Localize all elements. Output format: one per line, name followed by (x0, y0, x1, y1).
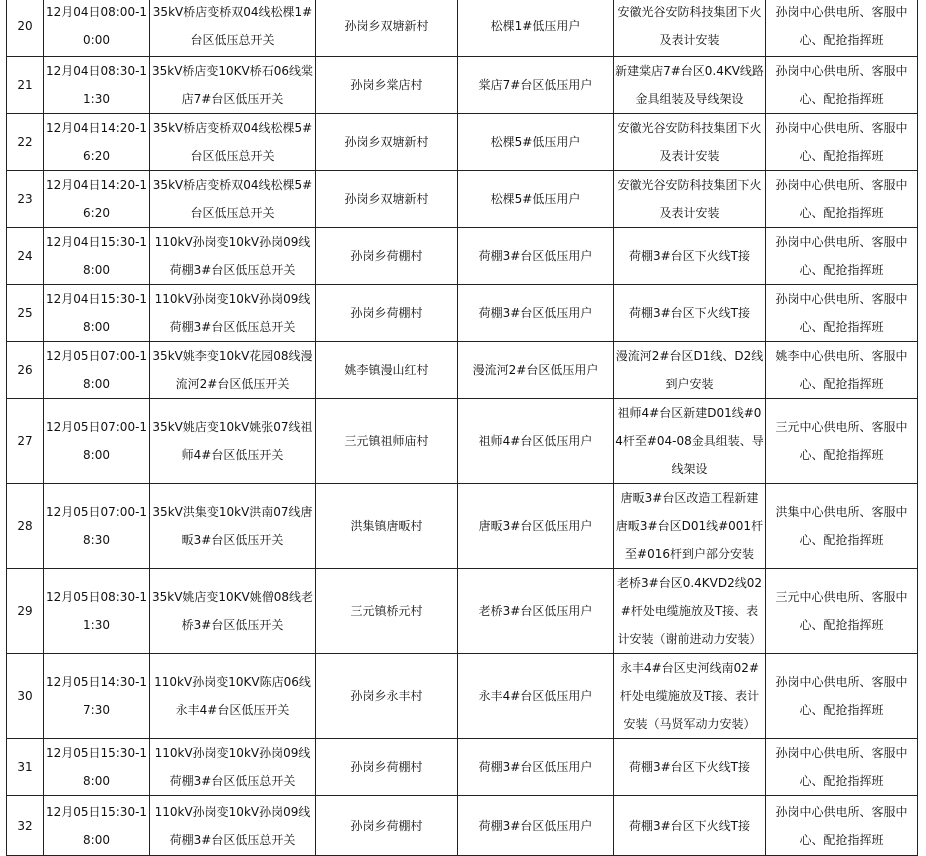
table-row (7, 57, 918, 114)
line-switch-cell: 35kV洪集变10kV洪南07线唐畈3#台区低压开关 (150, 484, 316, 569)
row-number-cell: 25 (7, 285, 44, 342)
table-row (7, 171, 918, 228)
time-cell: 12月05日15:30-18:00 (44, 739, 150, 796)
location-cell: 孙岗乡荷棚村 (316, 739, 458, 796)
responsible-unit-cell: 孙岗中心供电所、客服中心、配抢指挥班 (766, 0, 918, 57)
row-number-cell: 23 (7, 171, 44, 228)
location-cell: 三元镇桥元村 (316, 569, 458, 654)
table-row (7, 654, 918, 739)
line-switch-cell: 110kV孙岗变10kV孙岗09线荷棚3#台区低压总开关 (150, 285, 316, 342)
responsible-unit-cell: 洪集中心供电所、客服中心、配抢指挥班 (766, 484, 918, 569)
work-content-cell: 唐畈3#台区改造工程新建唐畈3#台区D01线#001杆至#016杆到户部分安装 (614, 484, 766, 569)
work-content-cell: 荷棚3#台区下火线T接 (614, 739, 766, 796)
responsible-unit-cell: 孙岗中心供电所、客服中心、配抢指挥班 (766, 654, 918, 739)
table-row (7, 796, 918, 856)
location-cell: 洪集镇唐畈村 (316, 484, 458, 569)
table-row (7, 285, 918, 342)
row-number-cell: 26 (7, 342, 44, 399)
location-cell: 三元镇祖师庙村 (316, 399, 458, 484)
work-content-cell: 漫流河2#台区D1线、D2线到户安装 (614, 342, 766, 399)
time-cell: 12月04日08:30-11:30 (44, 57, 150, 114)
line-switch-cell: 35kV姚店变10KV姚僧08线老桥3#台区低压开关 (150, 569, 316, 654)
time-cell: 12月04日08:00-10:00 (44, 0, 150, 57)
affected-users-cell: 荷棚3#台区低压用户 (458, 796, 614, 856)
affected-users-cell: 松棵5#低压用户 (458, 171, 614, 228)
affected-users-cell: 祖师4#台区低压用户 (458, 399, 614, 484)
responsible-unit-cell: 姚李中心供电所、客服中心、配抢指挥班 (766, 342, 918, 399)
time-cell: 12月05日14:30-17:30 (44, 654, 150, 739)
time-cell: 12月04日14:20-16:20 (44, 114, 150, 171)
line-switch-cell: 110kV孙岗变10KV陈店06线永丰4#台区低压开关 (150, 654, 316, 739)
time-cell: 12月04日15:30-18:00 (44, 285, 150, 342)
affected-users-cell: 永丰4#台区低压用户 (458, 654, 614, 739)
responsible-unit-cell: 孙岗中心供电所、客服中心、配抢指挥班 (766, 739, 918, 796)
affected-users-cell: 老桥3#台区低压用户 (458, 569, 614, 654)
table-row (7, 399, 918, 484)
location-cell: 孙岗乡荷棚村 (316, 285, 458, 342)
work-content-cell: 安徽光谷安防科技集团下火及表计安装 (614, 114, 766, 171)
affected-users-cell: 棠店7#台区低压用户 (458, 57, 614, 114)
line-switch-cell: 35kV姚李变10kV花园08线漫流河2#台区低压开关 (150, 342, 316, 399)
work-content-cell: 安徽光谷安防科技集团下火及表计安装 (614, 0, 766, 57)
table-body (7, 0, 918, 856)
responsible-unit-cell: 孙岗中心供电所、客服中心、配抢指挥班 (766, 57, 918, 114)
affected-users-cell: 荷棚3#台区低压用户 (458, 739, 614, 796)
row-number-cell: 24 (7, 228, 44, 285)
row-number-cell: 31 (7, 739, 44, 796)
affected-users-cell: 荷棚3#台区低压用户 (458, 228, 614, 285)
row-number-cell: 29 (7, 569, 44, 654)
line-switch-cell: 110kV孙岗变10kV孙岗09线荷棚3#台区低压总开关 (150, 796, 316, 856)
row-number-cell: 32 (7, 796, 44, 856)
time-cell: 12月05日07:00-18:00 (44, 399, 150, 484)
work-content-cell: 荷棚3#台区下火线T接 (614, 228, 766, 285)
line-switch-cell: 35kV桥店变桥双04线松棵5#台区低压总开关 (150, 114, 316, 171)
affected-users-cell: 松棵5#低压用户 (458, 114, 614, 171)
work-content-cell: 祖师4#台区新建D01线#04杆至#04-08金具组装、导线架设 (614, 399, 766, 484)
responsible-unit-cell: 三元中心供电所、客服中心、配抢指挥班 (766, 399, 918, 484)
line-switch-cell: 35kV桥店变10KV桥石06线棠店7#台区低压开关 (150, 57, 316, 114)
location-cell: 孙岗乡棠店村 (316, 57, 458, 114)
work-content-cell: 新建棠店7#台区0.4KV线路金具组装及导线架设 (614, 57, 766, 114)
affected-users-cell: 荷棚3#台区低压用户 (458, 285, 614, 342)
work-content-cell: 永丰4#台区史河线南02#杆处电缆施放及T接、表计安装（马贤军动力安装） (614, 654, 766, 739)
time-cell: 12月05日07:00-18:30 (44, 484, 150, 569)
row-number-cell: 28 (7, 484, 44, 569)
row-number-cell: 21 (7, 57, 44, 114)
table-row (7, 0, 918, 57)
time-cell: 12月04日15:30-18:00 (44, 228, 150, 285)
affected-users-cell: 唐畈3#台区低压用户 (458, 484, 614, 569)
time-cell: 12月05日15:30-18:00 (44, 796, 150, 856)
row-number-cell: 27 (7, 399, 44, 484)
outage-schedule-table (6, 0, 918, 856)
line-switch-cell: 35kV姚店变10kV姚张07线祖师4#台区低压开关 (150, 399, 316, 484)
responsible-unit-cell: 三元中心供电所、客服中心、配抢指挥班 (766, 569, 918, 654)
time-cell: 12月05日08:30-11:30 (44, 569, 150, 654)
responsible-unit-cell: 孙岗中心供电所、客服中心、配抢指挥班 (766, 171, 918, 228)
work-content-cell: 荷棚3#台区下火线T接 (614, 796, 766, 856)
row-number-cell: 30 (7, 654, 44, 739)
line-switch-cell: 35kV桥店变桥双04线松棵1#台区低压总开关 (150, 0, 316, 57)
location-cell: 孙岗乡荷棚村 (316, 796, 458, 856)
line-switch-cell: 35kV桥店变桥双04线松棵5#台区低压总开关 (150, 171, 316, 228)
location-cell: 姚李镇漫山红村 (316, 342, 458, 399)
table-row (7, 114, 918, 171)
responsible-unit-cell: 孙岗中心供电所、客服中心、配抢指挥班 (766, 285, 918, 342)
line-switch-cell: 110kV孙岗变10kV孙岗09线荷棚3#台区低压总开关 (150, 228, 316, 285)
work-content-cell: 安徽光谷安防科技集团下火及表计安装 (614, 171, 766, 228)
affected-users-cell: 松棵1#低压用户 (458, 0, 614, 57)
row-number-cell: 22 (7, 114, 44, 171)
table-row (7, 739, 918, 796)
affected-users-cell: 漫流河2#台区低压用户 (458, 342, 614, 399)
location-cell: 孙岗乡双塘新村 (316, 0, 458, 57)
work-content-cell: 荷棚3#台区下火线T接 (614, 285, 766, 342)
line-switch-cell: 110kV孙岗变10kV孙岗09线荷棚3#台区低压总开关 (150, 739, 316, 796)
work-content-cell: 老桥3#台区0.4KVD2线02#杆处电缆施放及T接、表计安装（谢前进动力安装） (614, 569, 766, 654)
table-row (7, 342, 918, 399)
time-cell: 12月04日14:20-16:20 (44, 171, 150, 228)
time-cell: 12月05日07:00-18:00 (44, 342, 150, 399)
location-cell: 孙岗乡荷棚村 (316, 228, 458, 285)
responsible-unit-cell: 孙岗中心供电所、客服中心、配抢指挥班 (766, 796, 918, 856)
table-row (7, 569, 918, 654)
location-cell: 孙岗乡永丰村 (316, 654, 458, 739)
row-number-cell: 20 (7, 0, 44, 57)
location-cell: 孙岗乡双塘新村 (316, 171, 458, 228)
location-cell: 孙岗乡双塘新村 (316, 114, 458, 171)
responsible-unit-cell: 孙岗中心供电所、客服中心、配抢指挥班 (766, 228, 918, 285)
responsible-unit-cell: 孙岗中心供电所、客服中心、配抢指挥班 (766, 114, 918, 171)
table-row (7, 228, 918, 285)
table-row (7, 484, 918, 569)
